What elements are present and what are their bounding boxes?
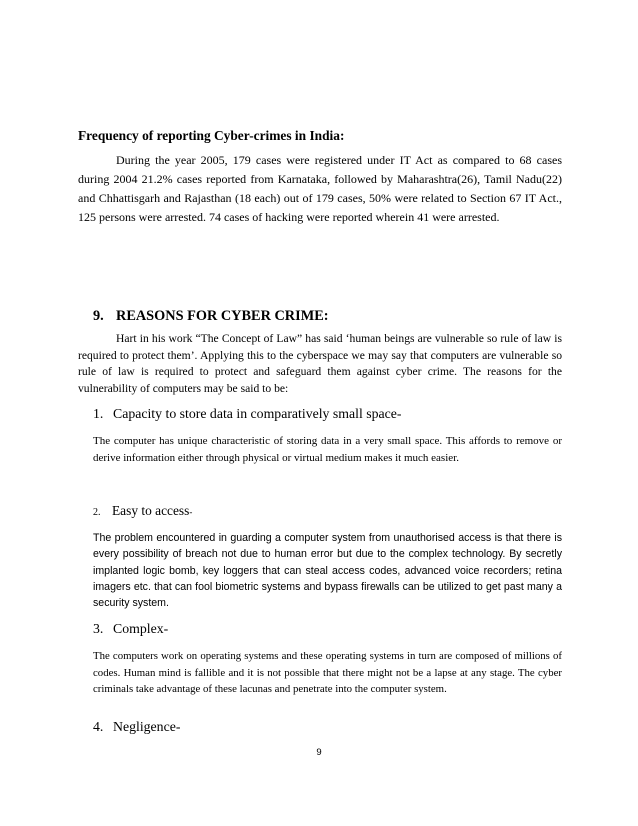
item-3-title: Complex-	[113, 621, 169, 636]
item-3-paragraph: The computers work on operating systems and these operating systems in turn are composed of millions of codes. Human mind is fallible and it is not possible that there might not be a lapse at any stage. The cyber criminals take advantage of these lacunas and penetrate into the computer system.	[93, 650, 562, 695]
item-2-number: 2.	[93, 507, 101, 518]
item-4-title: Negligence-	[113, 719, 181, 734]
frequency-paragraph: During the year 2005, 179 cases were registered under IT Act as compared to 68 cases during 2004 21.2% cases reported from Karnataka, followed by Maharashtra(26), Tamil Nadu(22) and Chhattisgarh and Rajasthan (18 each) out of 179 cases, 50% were related to Section 67 IT Act., 125 persons were arrested. 74 cases of hacking were reported wherein 41 were arrested.	[78, 153, 562, 224]
item-3-number: 3.	[93, 621, 104, 636]
item-3-heading	[93, 621, 168, 637]
section-9-heading	[93, 308, 329, 325]
frequency-heading: Frequency of reporting Cyber-crimes in India:	[78, 128, 345, 143]
item-4-heading	[93, 719, 180, 735]
item-1-number: 1.	[93, 406, 104, 421]
item-2-title: Easy to access	[112, 503, 190, 518]
item-1-heading	[93, 406, 401, 422]
item-2-heading	[93, 503, 192, 519]
item-1-title: Capacity to store data in comparatively small space-	[113, 406, 402, 421]
section-9-paragraph: Hart in his work “The Concept of Law” has said ‘human beings are vulnerable so rule of law is required to protect them’. Applying this to the cyberspace we may say that computers are vulnerable so rule of law is required to protect and safeguard them against cyber crime. The reasons for the vulnerability of computers may be said to be:	[78, 332, 562, 395]
item-1-paragraph: The computer has unique characteristic of storing data in a very small space. This affords to remove or derive information either through physical or virtual medium makes it much easier.	[93, 435, 562, 464]
section-9-title: REASONS FOR CYBER CRIME:	[116, 308, 329, 324]
section-9-number: 9.	[93, 308, 104, 324]
item-2-title-suffix: -	[189, 507, 193, 517]
page-number: 9	[316, 747, 322, 758]
item-4-number: 4.	[93, 719, 104, 734]
item-2-paragraph: The problem encountered in guarding a computer system from unauthorised access is that there is every possibility of breach not due to human error but due to the complex technology. By secretly implanted logic bomb, key loggers that can steal access codes, advanced voice recorders; retina imagers etc. that can fool biometric systems and bypass firewalls can be utilized to get past many a security system.	[93, 532, 562, 610]
